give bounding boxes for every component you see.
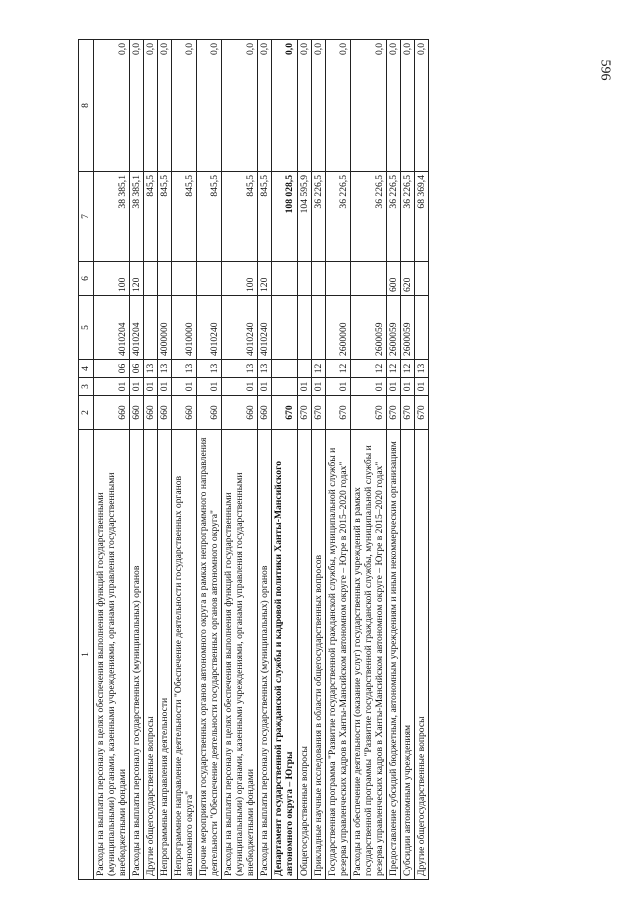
target-item-cell: 4010240 xyxy=(222,296,258,360)
amount-col8-cell: 0,0 xyxy=(311,40,325,172)
amount-cell: 38 385,1 xyxy=(94,172,130,262)
subsection-code-cell xyxy=(297,360,311,378)
section-code-cell: 01 xyxy=(158,378,172,396)
table-row xyxy=(414,40,428,880)
subsection-code-cell: 12 xyxy=(386,360,400,378)
ministry-code-cell: 670 xyxy=(272,396,297,430)
subsection-code-cell: 12 xyxy=(400,360,414,378)
column-header: 7 xyxy=(79,172,94,262)
amount-col8-cell: 0,0 xyxy=(325,40,350,172)
amount-cell: 845,5 xyxy=(158,172,172,262)
expense-type-cell: 120 xyxy=(258,262,272,296)
ministry-code-cell: 660 xyxy=(258,396,272,430)
target-item-cell xyxy=(297,296,311,360)
target-item-cell: 4010204 xyxy=(94,296,130,360)
expense-type-cell xyxy=(272,262,297,296)
amount-col8-cell: 0,0 xyxy=(414,40,428,172)
amount-cell: 36 226,5 xyxy=(386,172,400,262)
ministry-code-cell: 660 xyxy=(222,396,258,430)
ministry-code-cell: 660 xyxy=(172,396,197,430)
column-header: 5 xyxy=(79,296,94,360)
table-row xyxy=(325,40,350,880)
subsection-code-cell: 12 xyxy=(350,360,386,378)
amount-cell: 845,5 xyxy=(172,172,197,262)
amount-col8-cell: 0,0 xyxy=(172,40,197,172)
amount-cell: 36 226,5 xyxy=(325,172,350,262)
section-code-cell: 01 xyxy=(311,378,325,396)
subsection-code-cell xyxy=(272,360,297,378)
section-code-cell: 01 xyxy=(130,378,144,396)
row-name-cell: Расходы на выплаты персоналу государственных (муниципальных) органов xyxy=(258,430,272,880)
amount-col8-cell: 0,0 xyxy=(144,40,158,172)
table-row xyxy=(272,40,297,880)
ministry-code-cell: 670 xyxy=(325,396,350,430)
table-row xyxy=(172,40,197,880)
section-code-cell xyxy=(272,378,297,396)
row-name-cell: Другие общегосударственные вопросы xyxy=(144,430,158,880)
table-row xyxy=(222,40,258,880)
expense-type-cell xyxy=(311,262,325,296)
amount-cell: 36 226,5 xyxy=(311,172,325,262)
target-item-cell xyxy=(311,296,325,360)
expense-type-cell xyxy=(172,262,197,296)
row-name-cell: Прикладные научные исследования в области общегосударственных вопросов xyxy=(311,430,325,880)
row-name-cell: Непрограммное направление деятельности "Обеспечение деятельности государственных органов автономного округа" xyxy=(172,430,197,880)
expense-type-cell: 600 xyxy=(386,262,400,296)
table-row xyxy=(158,40,172,880)
budget-table-container xyxy=(78,40,562,880)
table-row xyxy=(350,40,386,880)
amount-col8-cell: 0,0 xyxy=(130,40,144,172)
expense-type-cell xyxy=(297,262,311,296)
target-item-cell xyxy=(414,296,428,360)
amount-col8-cell: 0,0 xyxy=(222,40,258,172)
section-code-cell: 01 xyxy=(350,378,386,396)
row-name-cell: Предоставление субсидий бюджетным, автономным учреждениям и иным некоммерческим организациям xyxy=(386,430,400,880)
amount-col8-cell: 0,0 xyxy=(197,40,222,172)
column-header: 6 xyxy=(79,262,94,296)
ministry-code-cell: 660 xyxy=(197,396,222,430)
amount-cell: 845,5 xyxy=(258,172,272,262)
section-code-cell: 01 xyxy=(400,378,414,396)
column-number-row xyxy=(79,40,94,880)
target-item-cell xyxy=(144,296,158,360)
expense-type-cell xyxy=(414,262,428,296)
section-code-cell: 01 xyxy=(172,378,197,396)
subsection-code-cell: 13 xyxy=(144,360,158,378)
amount-cell: 68 369,4 xyxy=(414,172,428,262)
amount-col8-cell: 0,0 xyxy=(158,40,172,172)
row-name-cell: Другие общегосударственные вопросы xyxy=(414,430,428,880)
row-name-cell: Общегосударственные вопросы xyxy=(297,430,311,880)
ministry-code-cell: 670 xyxy=(386,396,400,430)
section-code-cell: 01 xyxy=(144,378,158,396)
expense-type-cell xyxy=(350,262,386,296)
expense-type-cell: 100 xyxy=(222,262,258,296)
section-code-cell: 01 xyxy=(94,378,130,396)
table-body xyxy=(94,40,429,880)
row-name-cell: Субсидии автономным учреждениям xyxy=(400,430,414,880)
section-code-cell: 01 xyxy=(414,378,428,396)
table-row xyxy=(297,40,311,880)
expense-type-cell xyxy=(158,262,172,296)
table-row xyxy=(386,40,400,880)
amount-col8-cell: 0,0 xyxy=(297,40,311,172)
section-code-cell: 01 xyxy=(222,378,258,396)
amount-cell: 38 385,1 xyxy=(130,172,144,262)
ministry-code-cell: 660 xyxy=(144,396,158,430)
table-row xyxy=(311,40,325,880)
expense-type-cell: 120 xyxy=(130,262,144,296)
subsection-code-cell: 13 xyxy=(222,360,258,378)
column-header: 8 xyxy=(79,40,94,172)
subsection-code-cell: 06 xyxy=(130,360,144,378)
ministry-code-cell: 670 xyxy=(414,396,428,430)
section-code-cell: 01 xyxy=(297,378,311,396)
amount-cell: 36 226,5 xyxy=(350,172,386,262)
column-header: 4 xyxy=(79,360,94,378)
row-name-cell: Расходы на обеспечение деятельности (оказание услуг) государственных учреждений в рамках государственной программы "Развитие государственной гражданской службы, муниципальной службы и резерва управленческих кадров в Ханты-Мансийском автономном округе – Югре в 2015–2020 годах" xyxy=(350,430,386,880)
section-code-cell: 01 xyxy=(197,378,222,396)
table-row xyxy=(130,40,144,880)
ministry-code-cell: 670 xyxy=(311,396,325,430)
amount-cell: 845,5 xyxy=(197,172,222,262)
subsection-code-cell: 13 xyxy=(258,360,272,378)
subsection-code-cell: 13 xyxy=(172,360,197,378)
ministry-code-cell: 660 xyxy=(130,396,144,430)
target-item-cell: 4010240 xyxy=(258,296,272,360)
row-name-cell: Расходы на выплаты персоналу в целях обеспечения выполнения функций государственными (муниципальными) органами, казенными учреждениями, органами управления государственными внебюджетными фондами xyxy=(222,430,258,880)
target-item-cell: 4000000 xyxy=(158,296,172,360)
amount-col8-cell: 0,0 xyxy=(258,40,272,172)
row-name-cell: Департамент государственной гражданской службы и кадровой политики Ханты-Мансийского автономного округа – Югры xyxy=(272,430,297,880)
ministry-code-cell: 660 xyxy=(158,396,172,430)
section-code-cell: 01 xyxy=(386,378,400,396)
subsection-code-cell: 12 xyxy=(311,360,325,378)
row-name-cell: Непрограммные направления деятельности xyxy=(158,430,172,880)
row-name-cell: Расходы на выплаты персоналу государственных (муниципальных) органов xyxy=(130,430,144,880)
row-name-cell: Государственная программа "Развитие государственной гражданской службы, муниципальной службы и резерва управленческих кадров в Ханты-Мансийском автономном округе – Югре в 2015–2020 годах" xyxy=(325,430,350,880)
target-item-cell: 4010000 xyxy=(172,296,197,360)
amount-cell: 36 226,5 xyxy=(400,172,414,262)
row-name-cell: Прочие мероприятия государственных органов автономного округа в рамках непрограммного направления деятельности "Обеспечение деятельности государственных органов автономного округа" xyxy=(197,430,222,880)
expense-type-cell xyxy=(197,262,222,296)
target-item-cell: 2600059 xyxy=(386,296,400,360)
target-item-cell: 4010204 xyxy=(130,296,144,360)
expense-type-cell: 100 xyxy=(94,262,130,296)
subsection-code-cell: 06 xyxy=(94,360,130,378)
expense-type-cell: 620 xyxy=(400,262,414,296)
expense-type-cell xyxy=(325,262,350,296)
amount-col8-cell: 0,0 xyxy=(350,40,386,172)
amount-cell: 845,5 xyxy=(144,172,158,262)
table-row xyxy=(94,40,130,880)
table-row xyxy=(197,40,222,880)
table-row xyxy=(400,40,414,880)
ministry-code-cell: 670 xyxy=(350,396,386,430)
subsection-code-cell: 12 xyxy=(325,360,350,378)
column-header: 3 xyxy=(79,378,94,396)
page-number: 596 xyxy=(597,59,613,81)
column-header: 2 xyxy=(79,396,94,430)
table-row xyxy=(144,40,158,880)
section-code-cell: 01 xyxy=(258,378,272,396)
amount-col8-cell: 0,0 xyxy=(400,40,414,172)
target-item-cell: 2600059 xyxy=(350,296,386,360)
subsection-code-cell: 13 xyxy=(414,360,428,378)
amount-col8-cell: 0,0 xyxy=(94,40,130,172)
amount-cell: 108 028,5 xyxy=(272,172,297,262)
expense-type-cell xyxy=(144,262,158,296)
ministry-code-cell: 670 xyxy=(400,396,414,430)
subsection-code-cell: 13 xyxy=(158,360,172,378)
target-item-cell: 2600059 xyxy=(400,296,414,360)
budget-table xyxy=(78,39,429,880)
table-row xyxy=(258,40,272,880)
section-code-cell: 01 xyxy=(325,378,350,396)
column-header: 1 xyxy=(79,430,94,880)
amount-cell: 845,5 xyxy=(222,172,258,262)
amount-cell: 104 595,9 xyxy=(297,172,311,262)
ministry-code-cell: 660 xyxy=(94,396,130,430)
amount-col8-cell: 0,0 xyxy=(386,40,400,172)
target-item-cell: 4010240 xyxy=(197,296,222,360)
target-item-cell xyxy=(272,296,297,360)
subsection-code-cell: 13 xyxy=(197,360,222,378)
target-item-cell: 2600000 xyxy=(325,296,350,360)
amount-col8-cell: 0,0 xyxy=(272,40,297,172)
row-name-cell: Расходы на выплаты персоналу в целях обеспечения выполнения функций государственными (муниципальными) органами, казенными учреждениями, органами управления государственными внебюджетными фондами xyxy=(94,430,130,880)
ministry-code-cell: 670 xyxy=(297,396,311,430)
